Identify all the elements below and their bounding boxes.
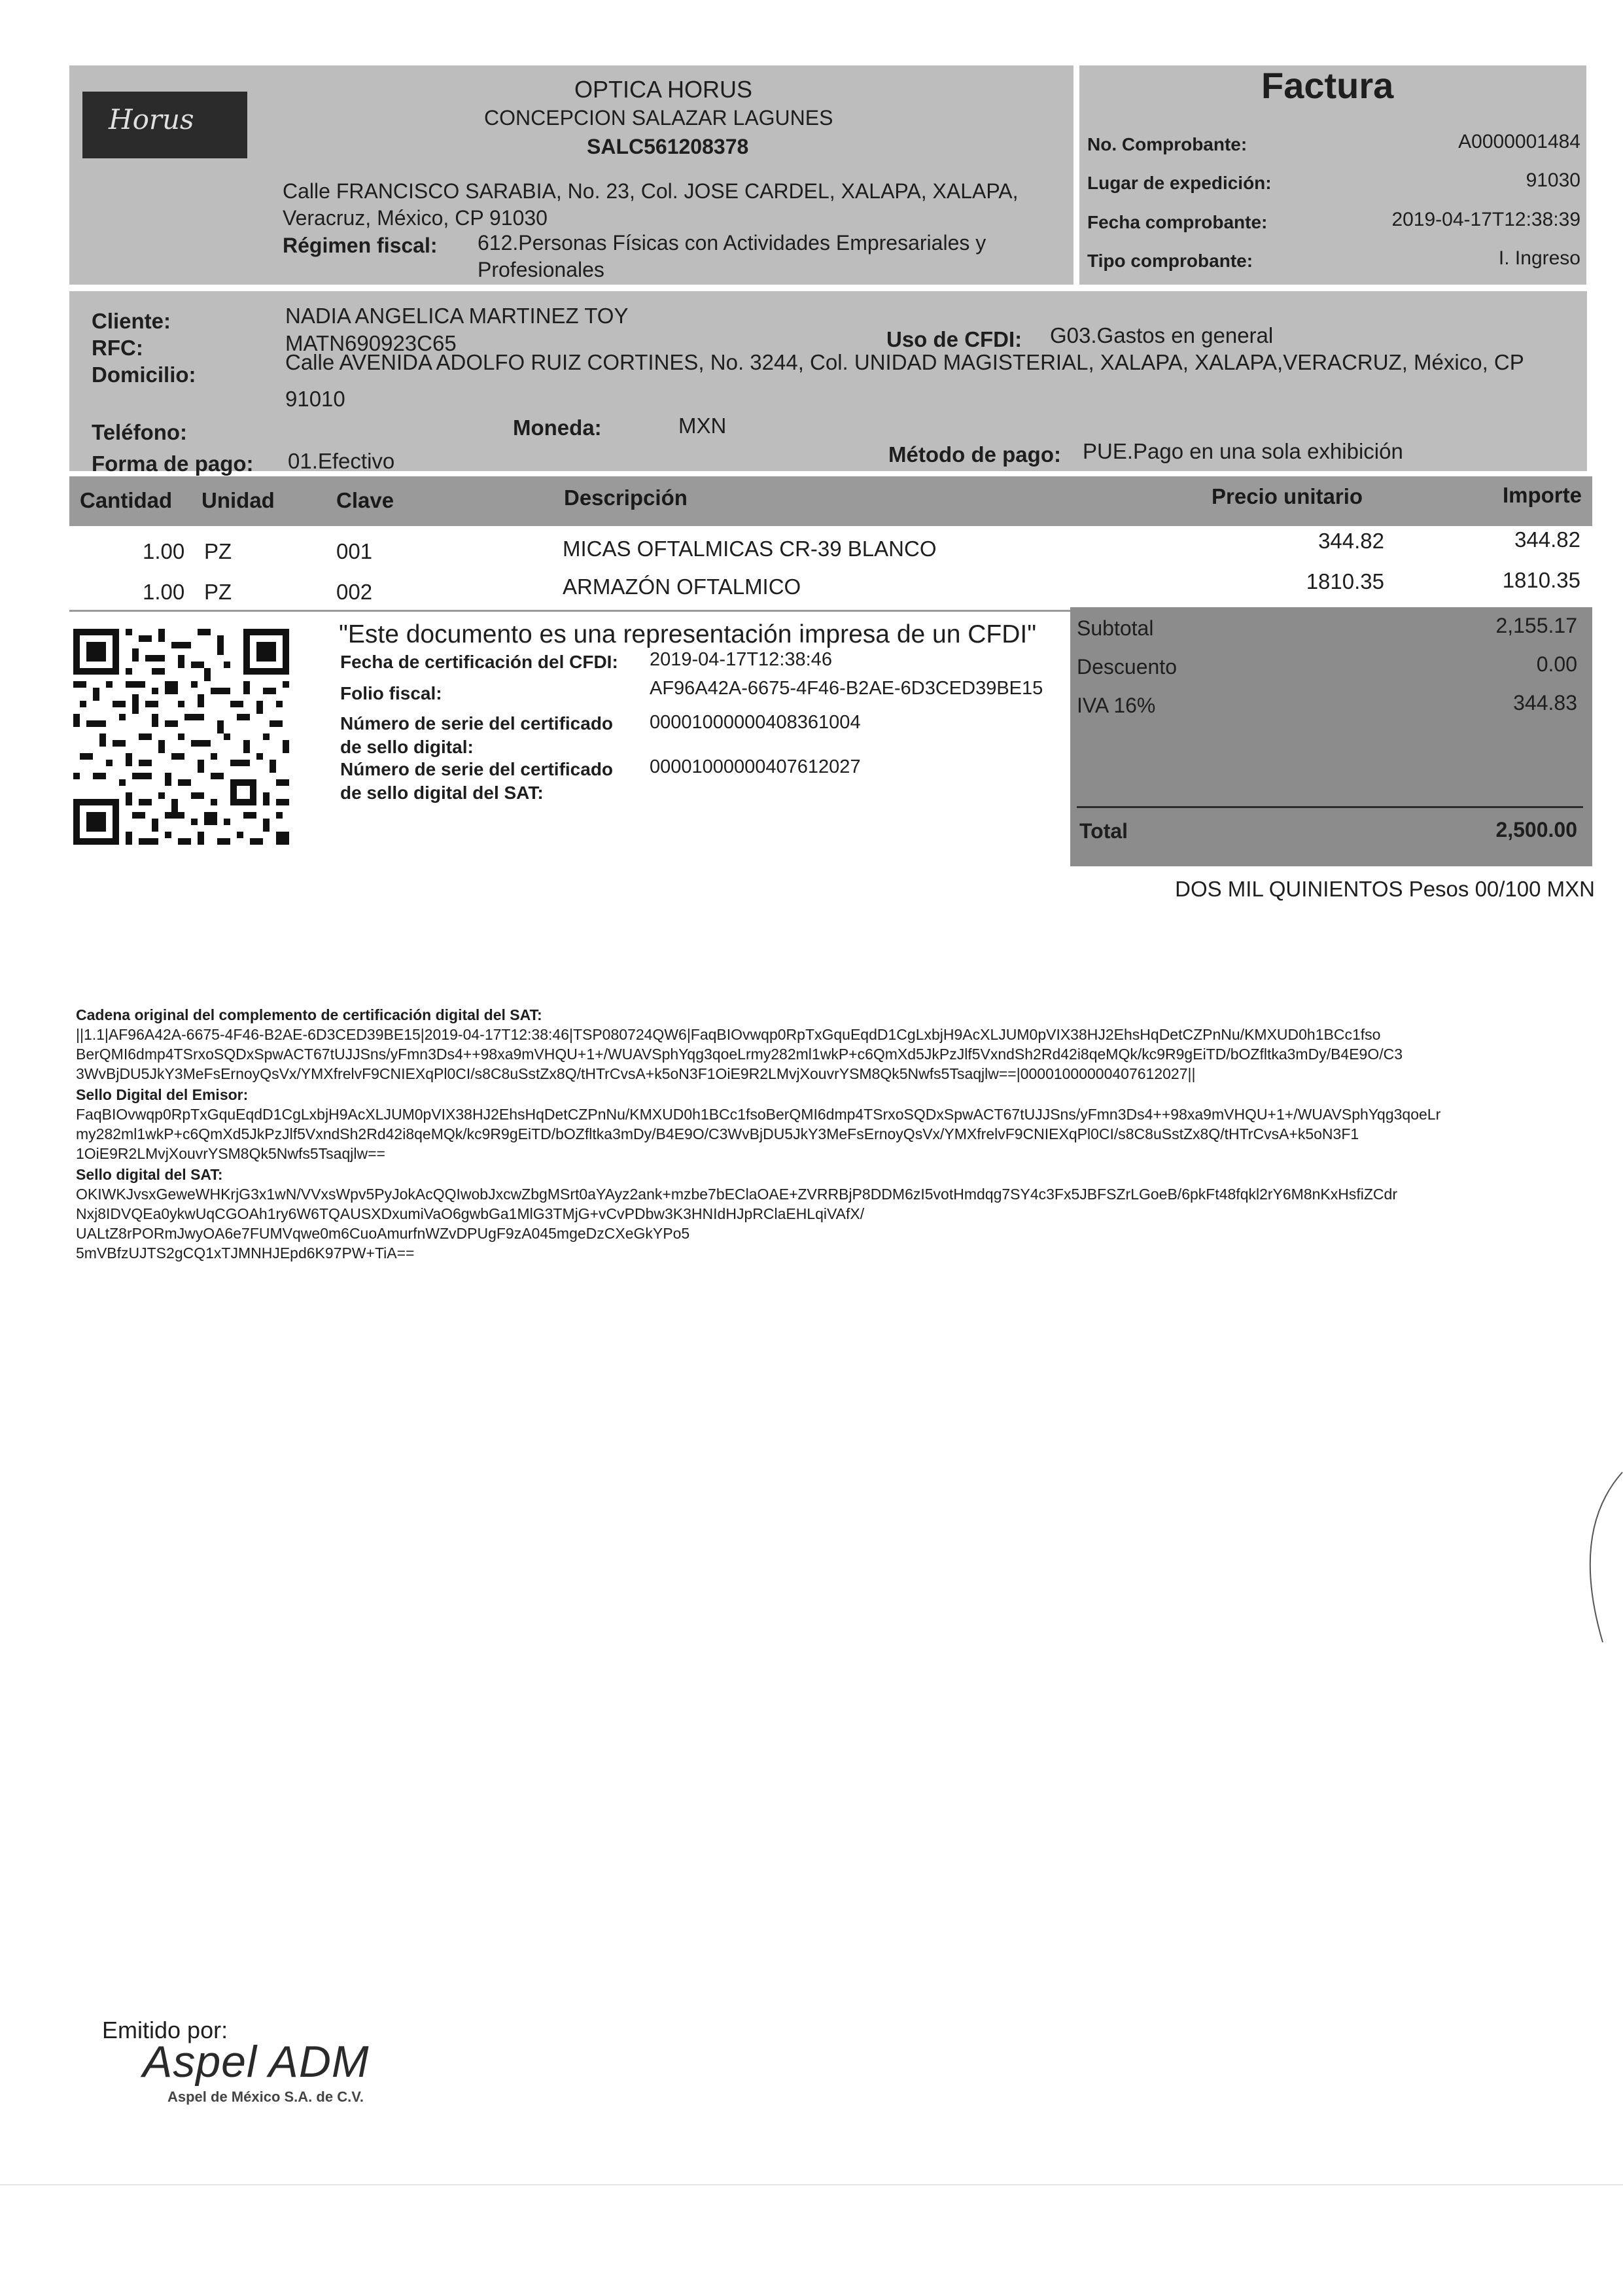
cell-unidad: PZ bbox=[204, 539, 232, 563]
invoice-title: Factura bbox=[1261, 65, 1394, 106]
no-comprobante-value: A0000001484 bbox=[1458, 131, 1580, 152]
cell-clave: 001 bbox=[336, 539, 373, 563]
moneda-value: MXN bbox=[678, 414, 727, 438]
serie-value: 00001000000408361004 bbox=[650, 712, 861, 733]
aspel-company: Aspel de México S.A. de C.V. bbox=[167, 2089, 364, 2105]
qr-code bbox=[73, 627, 289, 847]
metodo-pago-label: Método de pago: bbox=[888, 442, 1061, 467]
tipo-value: I. Ingreso bbox=[1498, 247, 1580, 269]
table-row bbox=[69, 568, 1592, 607]
sello-sat-line: Nxj8IDVQEa0ykwUqCGOAh1ry6W6TQAUSXDxumiVaO6gwbGa1MlG3TMjG+vCvPDbw3K3HNIdHJpRClaEHLqiVAfX/ bbox=[76, 1205, 865, 1222]
cell-precio: 344.82 bbox=[1318, 529, 1384, 553]
cell-cantidad: 1.00 bbox=[143, 539, 185, 563]
folio-fiscal-value: AF96A42A-6675-4F46-B2AE-6D3CED39BE15 bbox=[650, 678, 1043, 699]
iva-value: 344.83 bbox=[1513, 691, 1577, 715]
logo-text: Horus bbox=[109, 103, 194, 135]
header-importe: Importe bbox=[1502, 483, 1582, 507]
header-cantidad: Cantidad bbox=[80, 488, 173, 512]
cert-fecha-label: Fecha de certificación del CFDI: bbox=[340, 652, 618, 672]
sello-sat-label: Sello digital del SAT: bbox=[76, 1166, 223, 1183]
fecha-value: 2019-04-17T12:38:39 bbox=[1391, 209, 1580, 230]
moneda-label: Moneda: bbox=[513, 415, 602, 440]
cell-descripcion: MICAS OFTALMICAS CR-39 BLANCO bbox=[563, 537, 937, 561]
issuer-address-2: Veracruz, México, CP 91030 bbox=[283, 206, 548, 230]
uso-cfdi-label: Uso de CFDI: bbox=[886, 327, 1022, 351]
subtotal-label: Subtotal bbox=[1077, 616, 1154, 640]
lugar-value: 91030 bbox=[1526, 169, 1580, 191]
aspel-brand: Aspel ADM bbox=[143, 2037, 370, 2087]
cert-fecha-value: 2019-04-17T12:38:46 bbox=[650, 649, 832, 670]
total-divider bbox=[1077, 806, 1583, 808]
subtotal-value: 2,155.17 bbox=[1495, 614, 1577, 637]
cadena-line: ||1.1|AF96A42A-6675-4F46-B2AE-6D3CED39BE15|2019-04-17T12:38:46|TSP080724QW6|FaqBIOvwqp0RpTxGquEqdD1CgLxbjH9AcXLJUM0pVIX38HJ2EhsHqDetCZPnNu/KMXUD0h1BCc1fso bbox=[76, 1026, 1381, 1043]
header-unidad: Unidad bbox=[201, 488, 275, 512]
cell-clave: 002 bbox=[336, 580, 373, 604]
emitido-label: Emitido por: bbox=[102, 2017, 228, 2043]
issuer-logo bbox=[82, 92, 247, 158]
serie-label-1: Número de serie del certificado bbox=[340, 713, 614, 733]
cliente-label: Cliente: bbox=[92, 309, 171, 333]
telefono-label: Teléfono: bbox=[92, 420, 188, 444]
cliente-value: NADIA ANGELICA MARTINEZ TOY bbox=[285, 304, 629, 328]
no-comprobante-label: No. Comprobante: bbox=[1087, 134, 1248, 154]
sello-sat-line: 5mVBfzUJTS2gCQ1xTJMNHJEpd6K97PW+TiA== bbox=[76, 1245, 415, 1262]
header-precio: Precio unitario bbox=[1212, 484, 1363, 508]
table-row bbox=[69, 527, 1592, 567]
metodo-pago-value: PUE.Pago en una sola exhibición bbox=[1083, 439, 1403, 463]
regimen-value-1: 612.Personas Físicas con Actividades Empresariales y bbox=[478, 231, 986, 255]
regimen-value-2: Profesionales bbox=[478, 258, 604, 281]
lugar-label: Lugar de expedición: bbox=[1087, 173, 1272, 193]
cell-importe: 1810.35 bbox=[1502, 568, 1580, 592]
sello-sat-line: OKIWKJvsxGeweWHKrjG3x1wN/VVxsWpv5PyJokAcQQIwobJxcwZbgMSrt0aYAyz2ank+mzbe7bEClaOAE+ZVRRBjP8DDM6zI5votHmdqg7SY4c3Fx5JBFSZrLGoeB/6pkFt48fqkl2rY6M8nKxHsfiZCdr bbox=[76, 1186, 1397, 1203]
fecha-label: Fecha comprobante: bbox=[1087, 212, 1268, 232]
page-curl-artifact bbox=[1557, 1459, 1623, 1655]
rfc-value: MATN690923C65 bbox=[285, 331, 457, 355]
footer-rule bbox=[0, 2184, 1623, 2185]
descuento-label: Descuento bbox=[1077, 655, 1177, 679]
cell-unidad: PZ bbox=[204, 580, 232, 604]
folio-fiscal-label: Folio fiscal: bbox=[340, 683, 442, 703]
serie-label-2: de sello digital: bbox=[340, 737, 474, 757]
domicilio-value-2: 91010 bbox=[285, 387, 345, 411]
regimen-label: Régimen fiscal: bbox=[283, 234, 438, 257]
sello-emisor-line: my282ml1wkP+c6QmXd5JkPzJlf5VxndSh2Rd42i8qeMQk/kc9R9gEiTD/bOZfltka3mDy/B4E9O/C3WvBjDU5JkY3MeFsErnoyQsVx/YMXfrelvF9CNIEXqPl0CI/s8C8uSstZx8Q/tHTrCvsA+k5oN3F1 bbox=[76, 1125, 1359, 1142]
uso-cfdi-value: G03.Gastos en general bbox=[1050, 323, 1274, 347]
items-table-header bbox=[69, 476, 1592, 526]
serie-sat-value: 00001000000407612027 bbox=[650, 756, 861, 777]
descuento-value: 0.00 bbox=[1536, 652, 1577, 676]
cadena-line: 3WvBjDU5JkY3MeFsErnoyQsVx/YMXfrelvF9CNIEXqPl0CI/s8C8uSstZx8Q/tHTrCvsA+k5oN3F1OiE9R2LMvjXouvrYSM8Qk5Nwfs5Tsaqjlw==|00001000000407612027|| bbox=[76, 1065, 1196, 1082]
cadena-label: Cadena original del complemento de certificación digital del SAT: bbox=[76, 1006, 542, 1023]
domicilio-label: Domicilio: bbox=[92, 362, 196, 387]
sello-emisor-line: 1OiE9R2LMvjXouvrYSM8Qk5Nwfs5Tsaqjlw== bbox=[76, 1145, 385, 1162]
sello-emisor-line: FaqBIOvwqp0RpTxGquEqdD1CgLxbjH9AcXLJUM0pVIX38HJ2EhsHqDetCZPnNu/KMXUD0h1BCc1fsoBerQMI6dmp4TSrxoSQDxSpwACT67tUJJSns/yFmn3Ds4++98xa9mVHQU+1+/WUAVSphYqg3qoeLr bbox=[76, 1106, 1441, 1123]
forma-pago-label: Forma de pago: bbox=[92, 451, 254, 476]
serie-sat-label-1: Número de serie del certificado bbox=[340, 759, 614, 779]
sello-sat-line: UALtZ8rPORmJwyOA6e7FUMVqwe0m6CuoAmurfnWZvDPUgF9zA045mgeDzCXeGkYPo5 bbox=[76, 1225, 690, 1242]
cell-cantidad: 1.00 bbox=[143, 580, 185, 604]
header-clave: Clave bbox=[336, 488, 394, 512]
cell-descripcion: ARMAZÓN OFTALMICO bbox=[563, 574, 801, 599]
header-descripcion: Descripción bbox=[564, 486, 688, 510]
issuer-person: CONCEPCION SALAZAR LAGUNES bbox=[484, 106, 833, 130]
total-value: 2,500.00 bbox=[1495, 818, 1577, 841]
issuer-rfc: SALC561208378 bbox=[587, 135, 749, 158]
forma-pago-value: 01.Efectivo bbox=[288, 449, 395, 473]
total-in-words: DOS MIL QUINIENTOS Pesos 00/100 MXN bbox=[1175, 877, 1595, 901]
sello-emisor-label: Sello Digital del Emisor: bbox=[76, 1086, 249, 1103]
tipo-label: Tipo comprobante: bbox=[1087, 251, 1253, 271]
total-label: Total bbox=[1079, 819, 1128, 843]
cell-importe: 344.82 bbox=[1514, 527, 1580, 552]
iva-label: IVA 16% bbox=[1077, 694, 1156, 717]
serie-sat-label-2: de sello digital del SAT: bbox=[340, 783, 544, 803]
cell-precio: 1810.35 bbox=[1306, 569, 1384, 593]
cfdi-heading: "Este documento es una representación impresa de un CFDI" bbox=[339, 620, 1037, 648]
issuer-name: OPTICA HORUS bbox=[574, 76, 753, 103]
domicilio-value-1: Calle AVENIDA ADOLFO RUIZ CORTINES, No. 3244, Col. UNIDAD MAGISTERIAL, XALAPA, XALAPA,VERACRUZ, México, CP bbox=[285, 350, 1524, 374]
rfc-label: RFC: bbox=[92, 336, 143, 360]
issuer-address-1: Calle FRANCISCO SARABIA, No. 23, Col. JOSE CARDEL, XALAPA, XALAPA, bbox=[283, 179, 1019, 203]
cadena-line: BerQMI6dmp4TSrxoSQDxSpwACT67tUJJSns/yFmn3Ds4++98xa9mVHQU+1+/WUAVSphYqg3qoeLrmy282ml1wkP+c6QmXd5JkPzJlf5VxndSh2Rd42i8qeMQk/kc9R9gEiTD/bOZfltka3mDy/B4E9O/C3 bbox=[76, 1046, 1403, 1063]
